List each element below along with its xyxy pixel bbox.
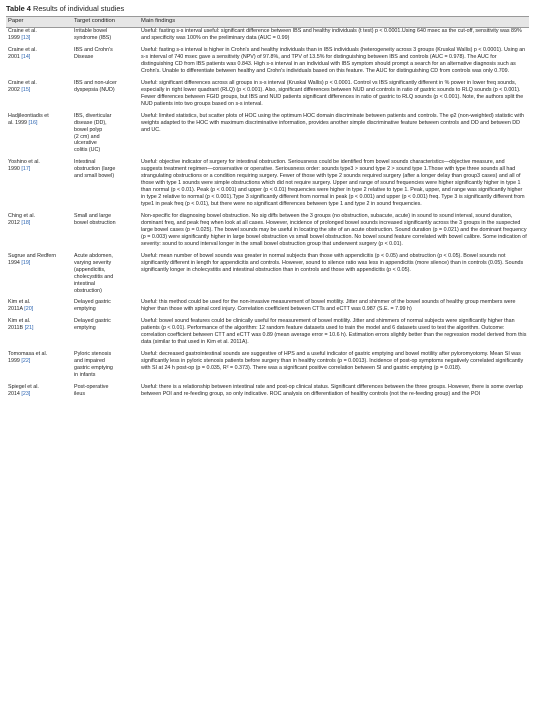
findings-cell: Useful: significant differences across all groups in s-s interval (Kruskal Wallis) p < 0.0001. Control vs IBS significantly different in % power in lower freq sounds, especially in right lower quadrant (RLQ) (p < 0.001). Also, significant differences between NUD and controls in ratio of gastric sounds to RLQ sounds (p < 0.001). Fewer differences between FGID groups, but IBS and NUD patients significant differences in ratio of gastric to RLQ sounds (p < 0.001). Note, the authors split the NUD patients into two groups based on s-s interval.	[141, 79, 524, 107]
paper-text: Kim et al. 2011B	[8, 318, 31, 332]
findings-cell: Useful: fasting s-s interval is higher in Crohn's and healthy individuals than in IBS individuals (heterogeneity across 3 groups (Kruskal Wallis) p < 0.0001). Using an s-s interval of 740 msec gave a sensitivity (NPV) of 97.8%, and TPV of 13.5% for distinguishing between IBS and controls (AUC = 0.978). The AUC for distinguishing CD from IBS patients was 0.843. High s-s interval in an individual with IBS symptom should prompt a search for an alternative diagnosis such as Crohn's. Unable to differentiate between healthy and Crohn's individuals based on this feature. The AUC for distinguishing CD from controls was only 0.709.	[141, 47, 526, 74]
table-row	[6, 79, 529, 112]
findings-cell: Useful: mean number of bowel sounds was greater in normal subjects than those with appendicitis (p < 0.05) and obstruction (p < 0.05). Bowel sounds not significantly different in length for appendicitis and controls. However, sound to silence ratio was less in appendicitis (more silence) than in controls (0.05). Sounds significantly longer in cholecystitis and intestinal obstruction than in controls and those with appendicitis (p < 0.05).	[141, 252, 524, 273]
paper-cell	[6, 112, 72, 159]
reference-link[interactable]: [16]	[28, 119, 38, 126]
paper-cell	[6, 383, 72, 402]
paper-cell	[6, 212, 72, 252]
paper-cell	[6, 318, 72, 351]
condition-cell: Post-operative ileus	[74, 383, 109, 397]
paper-text: Yoshino et al. 1990	[8, 159, 40, 173]
table-row	[6, 252, 529, 299]
paper-cell	[6, 299, 72, 318]
findings-cell: Useful: fasting s-s interval useful: significant difference between IBS and healthy individuals (t test) p < 0.0001.Using 640 msec as the cut-off, sensitivity was 89% and specificity was 100% on the preliminary data (AUC = 0.99)	[141, 28, 522, 42]
reference-link[interactable]: [19]	[21, 259, 31, 266]
page	[6, 0, 529, 402]
paper-text: Craine et al. 2001	[8, 47, 37, 61]
paper-cell	[6, 46, 72, 79]
findings-cell: Useful: bowel sound features could be clinically useful for measurement of bowel motility. Jitter and shimmers of normal subjects were significantly higher than patients (p < 0.01). Performance of the algorithm: 12 random feature datasets used to train the model and 6 datasets used to test the algorithm. Outcome: correlation coefficient between CTT and eCTT was 0.89 (mean average error = 10.6 h). Estimation errors slightly better than the regression model derived from this data (similar to that used in Kim et al. 2011A).	[141, 318, 527, 346]
paper-text: Sugrue and Redfern 1994	[8, 252, 57, 266]
findings-cell: Useful: this method could be used for the non-invasive measurement of bowel motility. Jitter and shimmer of the bowel sounds of healthy group members were higher than those with spinal cord injury. Correlation coefficient between CTTs and eCTT was 0.987 (S.E. = 7.99 h)	[141, 299, 516, 313]
table-header-row	[6, 17, 529, 28]
reference-link[interactable]: [23]	[21, 390, 31, 397]
table-row	[6, 159, 529, 213]
condition-cell: Pyloric stenosis and impaired gastric emptying in infants	[74, 351, 113, 379]
reference-link[interactable]: [20]	[24, 306, 34, 313]
header-paper: Paper	[6, 17, 72, 28]
condition-cell: Irritable bowel syndrome (IBS)	[74, 28, 112, 42]
paper-text: Craine et al. 1999	[8, 28, 37, 42]
condition-cell: IBS and non-ulcer dyspepsia (NUD)	[74, 79, 117, 93]
reference-link[interactable]: [15]	[21, 86, 31, 93]
paper-text: Kim et al. 2011A	[8, 299, 31, 313]
condition-cell: Small and large bowel obstruction	[74, 213, 116, 226]
reference-link[interactable]: [21]	[24, 325, 34, 332]
header-target-condition: Target condition	[72, 17, 139, 28]
paper-text: Craine et al. 2002	[8, 79, 37, 93]
paper-text: Ching et al. 2012	[8, 213, 36, 226]
table-row	[6, 212, 529, 252]
paper-text: Hadjileontiadis et al. 1999	[8, 112, 49, 126]
table-row	[6, 350, 529, 383]
reference-link[interactable]: [14]	[21, 54, 31, 61]
paper-cell	[6, 79, 72, 112]
paper-cell	[6, 252, 72, 299]
condition-cell: Acute abdomen, varying severity (appendicitis, cholecystitis and intestinal obstruction)	[74, 252, 114, 294]
condition-cell: Delayed gastric emptying	[74, 299, 111, 313]
table-caption	[6, 4, 529, 13]
condition-cell: Intestinal obstruction (large and small bowel)	[74, 159, 116, 180]
reference-link[interactable]: [13]	[21, 35, 31, 42]
header-main-findings: Main findings	[139, 17, 529, 28]
table-row	[6, 318, 529, 351]
reference-link[interactable]: [17]	[21, 166, 31, 173]
findings-cell: Useful: there is a relationship between intestinal rate and post-op clinical status. Significant differences between the three groups. However, there is some overlap between POI and re-feeding group, so only indicative. ROC analysis on differentiation of healthy controls (not the re-feeding group) and the POI	[141, 383, 523, 397]
findings-cell: Useful: limited statistics, but scatter plots of HOC using the optimum HOC domain discriminate between patients and controls. The φ2 (non-weighted) statistic with weights adapted to the HOC with maximum discriminative information, provides another simple discriminative feature between controls and DD and between DD and UC.	[141, 112, 524, 133]
reference-link[interactable]: [18]	[21, 219, 31, 226]
condition-cell: Delayed gastric emptying	[74, 318, 111, 332]
table-row	[6, 299, 529, 318]
findings-cell: Non-specific for diagnosing bowel obstruction. No sig diffs between the 3 groups (no obstruction, subacute, acute) in sound to sound interval, sound duration, dominant freq, and peak freq when look at all cases. However, incidence of prolonged bowel sounds increased significantly across the 3 groups in the suspected large bowel cases (p = 0.025). The bowel sounds may be useful in locating the site of an acute obstruction. Sound duration (p = 0.021) and the dominant frequency (p = 0.003) were significantly higher in large bowel obstruction vs small bowel obstruction. No bowel sound feature correlated with bowel calibre. Some indication of severity: sound to sound interval longer in the small bowel obstruction group that underwent surgery (p < 0.01).	[141, 213, 527, 247]
findings-cell: Useful: objective indicator of surgery for intestinal obstruction. Seriousness could be identified from bowel sounds characteristics—objective measure, and suggests treatment regimen—conservative or operative. Seriousness order: sounds type3 > sound type 2 > sound type 1.Those with type three sounds all had strangulating obstructions or a condition requiring surgery. Fewer of those with type 2 sounds required surgery (after a longer delay than group3 cases) and all of those with type 1 sounds were simple obstructions which did not require surgery. Upper and range of sound frequencies were higher significantly higher in type 1 than normal (p < 0.01). Peak (p < 0.001) and upper (p < 0.01) frequencies were higher in type 2 relative to type 1. Peak, upper, and range was significantly higher in type 2 relative to normal (p < 0.001).Type 3 significantly different from normal in peak (p < 0.001) and upper (p < 0.001) freq. Type 3 is significantly different from type1 in peak freq (p < 0.01), but there were no significant differences between type 1 and type 2 in sound frequencies.	[141, 159, 525, 208]
table-row	[6, 112, 529, 159]
table-row	[6, 27, 529, 46]
reference-link[interactable]: [22]	[21, 358, 31, 365]
paper-text: Tomomasa et al. 1999	[8, 351, 48, 365]
table-row	[6, 46, 529, 79]
paper-cell	[6, 27, 72, 46]
results-table	[6, 16, 529, 402]
paper-text: Spiegel et al. 2014	[8, 383, 39, 397]
findings-cell: Useful: decreased gastrointestinal sounds are suggestive of HPS and a useful indicator of gastric emptying and bowel motility after pyloromyotomy. Mean SI was significantly less in pyloric stenosis patients before surgery than in healthy controls (p = 0.0013). Incidence of post-op symptoms negatively correlated significantly with SI at 24 h post-op (p = 0.035, R² = 0.373). There was a significant positive correlation between SI and gastric emptying (p = 0.018).	[141, 351, 524, 372]
condition-cell: IBS and Crohn's Disease	[74, 47, 113, 61]
paper-cell	[6, 159, 72, 213]
table-row	[6, 383, 529, 402]
paper-cell	[6, 350, 72, 383]
table-caption-label: Table 4	[6, 4, 31, 13]
table-caption-text: Results of individual studies	[32, 4, 125, 13]
condition-cell: IBS, diverticular disease (DD), bowel polyp (2 cm) and ulcerative colitis (UC)	[74, 112, 112, 154]
